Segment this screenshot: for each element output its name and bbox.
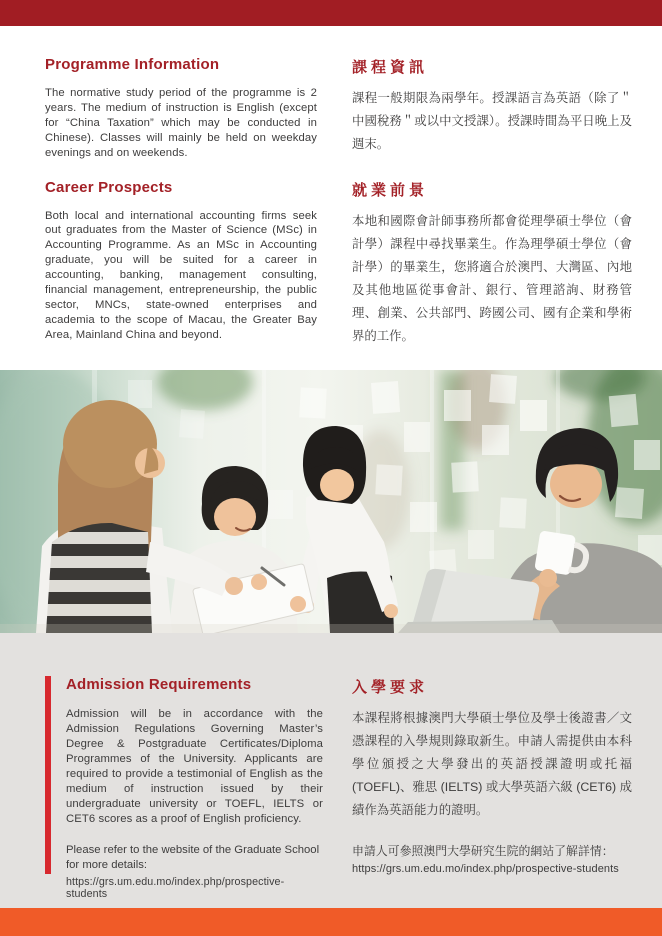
admission-block-en xyxy=(66,676,323,900)
programme-info-body-zh: 課程一般期限為兩學年。授課語言為英語（除了＂中國稅務＂或以中文授課）。授課時間為平日晚上及週末。 xyxy=(352,91,632,151)
admission-heading-en: Admission Requirements xyxy=(66,676,252,693)
photo-illustration xyxy=(0,370,662,633)
admission-section xyxy=(0,633,662,908)
admission-footer-zh: 申請人可參照澳門大學研究生院的網站了解詳情： xyxy=(352,844,614,858)
career-prospects-body-en: Both local and international accounting firms seek out graduates from the Master of Science (MSc) in Accounting Programme. As an MSc in Accounting graduate, you will be suited for a career in accounting, banking, management consulting, financial management, entrepreneurship, the public sector, MNCs, state-owned enterprises and academia to the scope of Macau, the Greater Bay Area, Mainland China and beyond. xyxy=(45,209,317,341)
career-prospects-body-zh: 本地和國際會計師事務所都會從理學碩士學位（會計學）課程中尋找畢業生。作為理學碩士學位（會計學）的畢業生，您將適合於澳門、大灣區、內地及其他地區從事會計、銀行、管理諮詢、財務管理、創業、公共部門、跨國公司、國有企業和學術界的工作。 xyxy=(352,213,632,343)
admission-body-zh: 本課程將根據澳門大學碩士學位及學士後證書／文憑課程的入學規則錄取新生。申請人需提供由本科學位頒授之大學發出的英語授課證明或托福 (TOEFL)、雅思 (IELTS) 或大學英語六級 (CET6) 成績作為英語能力的證明。 xyxy=(352,711,632,817)
career-prospects-block-zh xyxy=(352,179,632,348)
bottom-accent-bar xyxy=(0,908,662,936)
career-prospects-heading-en: Career Prospects xyxy=(45,178,173,196)
admission-block-zh xyxy=(352,676,632,875)
career-prospects-block-en xyxy=(45,179,317,348)
programme-info-heading-zh: 課程資訊 xyxy=(352,59,429,76)
admission-heading-zh: 入學要求 xyxy=(352,679,429,696)
admission-accent-bar xyxy=(45,676,51,874)
admission-footer-en: Please refer to the website of the Graduate School for more details: xyxy=(66,844,320,871)
programme-career-section xyxy=(0,26,662,370)
programme-info-block-zh xyxy=(352,56,632,161)
top-accent-bar xyxy=(0,0,662,26)
admission-body-en: Admission will be in accordance with the Admission Regulations Governing Master’s Degree & Postgraduate Certificates/Diploma Programmes of the University. Applicants are required to provide a testimonial of English as the medium of instruction issued by their undergraduate university or TOEFL, IELTS or CET6 scores as a proof of English proficiency. xyxy=(66,708,323,825)
graduate-school-link-zh[interactable]: https://grs.um.edu.mo/index.php/prospective-students xyxy=(352,863,619,875)
graduate-school-link-en[interactable]: https://grs.um.edu.mo/index.php/prospective-students xyxy=(66,876,285,900)
programme-info-heading-en: Programme Information xyxy=(45,56,220,73)
career-prospects-heading-zh: 就業前景 xyxy=(352,181,429,199)
students-collaboration-photo xyxy=(0,370,662,633)
programme-info-body-en: The normative study period of the programme is 2 years. The medium of instruction is English (except for “China Taxation” which may be conducted in Chinese). Classes will mainly be held on weekday evenings and on weekends. xyxy=(45,87,317,159)
programme-info-block-en xyxy=(45,56,317,161)
